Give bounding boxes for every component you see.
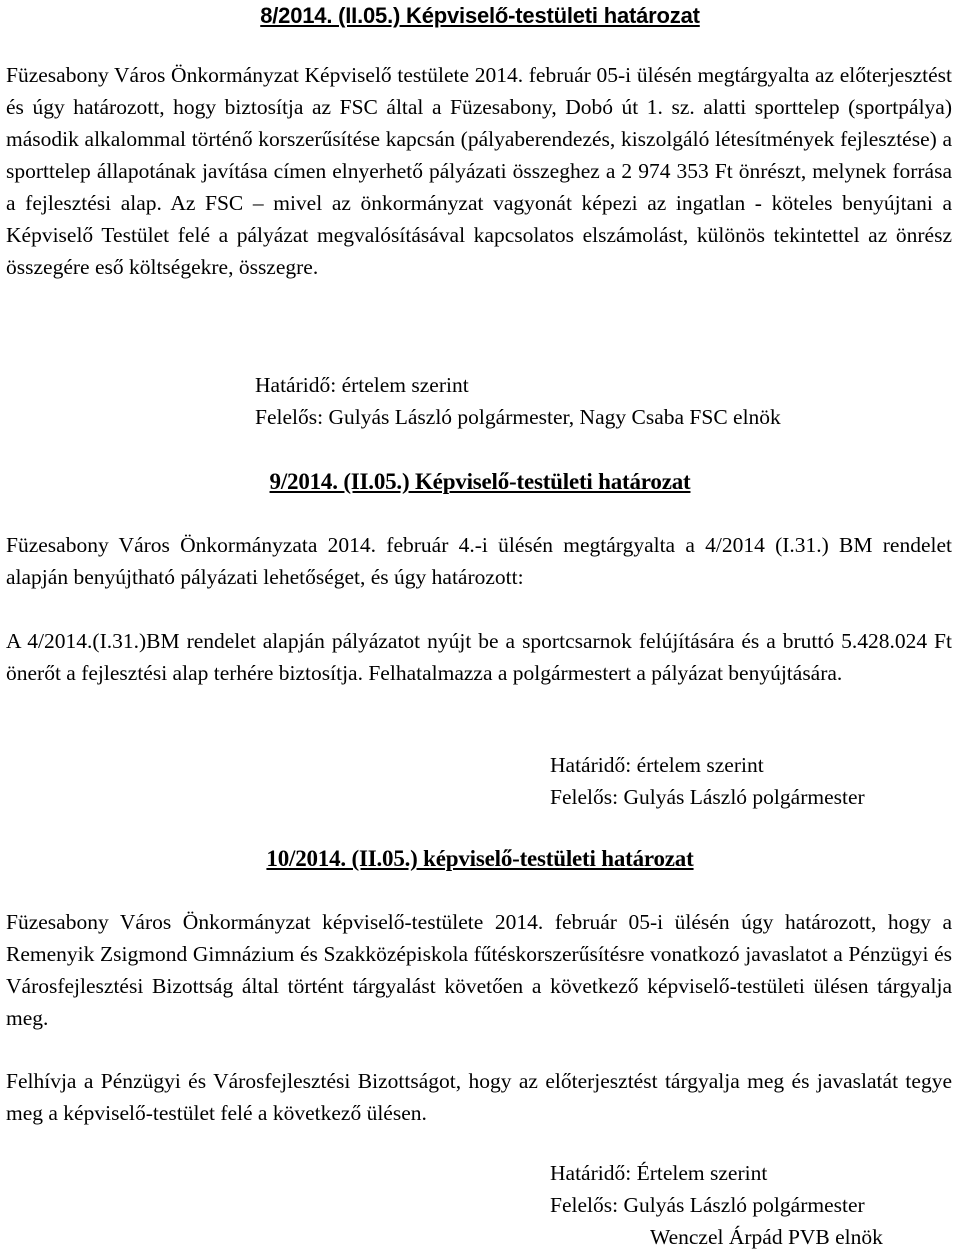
resolution-10-responsible: Felelős: Gulyás László polgármester [550, 1193, 865, 1217]
resolution-9-body-decision: A 4/2014.(I.31.)BM rendelet alapján pályázatot nyújt be a sportcsarnok felújítására és a bruttó 5.428.024 Ft önerőt a fejlesztési alap terhére biztosítja. Felhatalmazza a polgármestert a pályázat benyújtására. [6, 629, 952, 685]
resolution-8-signature-block [255, 369, 781, 433]
resolution-10-heading: 10/2014. (II.05.) képviselő-testületi határozat [266, 846, 694, 871]
resolution-9-heading: 9/2014. (II.05.) Képviselő-testületi határozat [269, 469, 691, 494]
resolution-8-responsible: Felelős: Gulyás László polgármester, Nagy Csaba FSC elnök [255, 405, 781, 429]
resolution-10-deadline: Határidő: Értelem szerint [550, 1161, 768, 1185]
resolution-8-deadline: Határidő: értelem szerint [255, 373, 469, 397]
resolution-9-signature-block [550, 749, 865, 813]
resolution-8-heading: 8/2014. (II.05.) Képviselő-testületi határozat [260, 3, 700, 28]
resolution-9-deadline: Határidő: értelem szerint [550, 753, 764, 777]
resolution-8-body: Füzesabony Város Önkormányzat Képviselő testülete 2014. február 05-i ülésén megtárgyalta az előterjesztést és úgy határozott, hogy biztosítja az FSC által a Füzesabony, Dobó út 1. sz. alatti sporttelep (sportpálya) második alkalommal történő korszerűsítése kapcsán (pályaberendezés, kiszolgáló létesítmények fejlesztése) a sporttelep állapotának javítása címen elnyerhető pályázati összeghez a 2 974 353 Ft önrészt, melynek forrása a fejlesztési alap. Az FSC – mivel az önkormányzat vagyonát képezi az ingatlan - köteles benyújtani a Képviselő Testület felé a pályázat megvalósításával kapcsolatos elszámolást, különös tekintettel az önrész összegére eső költségekre, összegre. [6, 63, 952, 279]
resolution-9-responsible: Felelős: Gulyás László polgármester [550, 785, 865, 809]
resolution-9-body-intro: Füzesabony Város Önkormányzata 2014. február 4.-i ülésén megtárgyalta a 4/2014 (I.31.) BM rendelet alapján benyújtható pályázati lehetőséget, és úgy határozott: [6, 533, 952, 589]
resolution-10-body-request: Felhívja a Pénzügyi és Városfejlesztési Bizottságot, hogy az előterjesztést tárgyalja meg és javaslatát tegye meg a képviselő-testület felé a következő ülésen. [6, 1069, 952, 1125]
resolution-10-responsible-second: Wenczel Árpád PVB elnök [650, 1225, 883, 1249]
resolution-10-body-decision: Füzesabony Város Önkormányzat képviselő-testülete 2014. február 05-i ülésén úgy határozott, hogy a Remenyik Zsigmond Gimnázium és Szakközépiskola fűtéskorszerűsítésre vonatkozó javaslatot a Pénzügyi és Városfejlesztési Bizottság által történt tárgyalást követően a következő képviselő-testületi ülésen tárgyalja meg. [6, 910, 952, 1030]
resolution-10-signature-block [550, 1157, 883, 1253]
